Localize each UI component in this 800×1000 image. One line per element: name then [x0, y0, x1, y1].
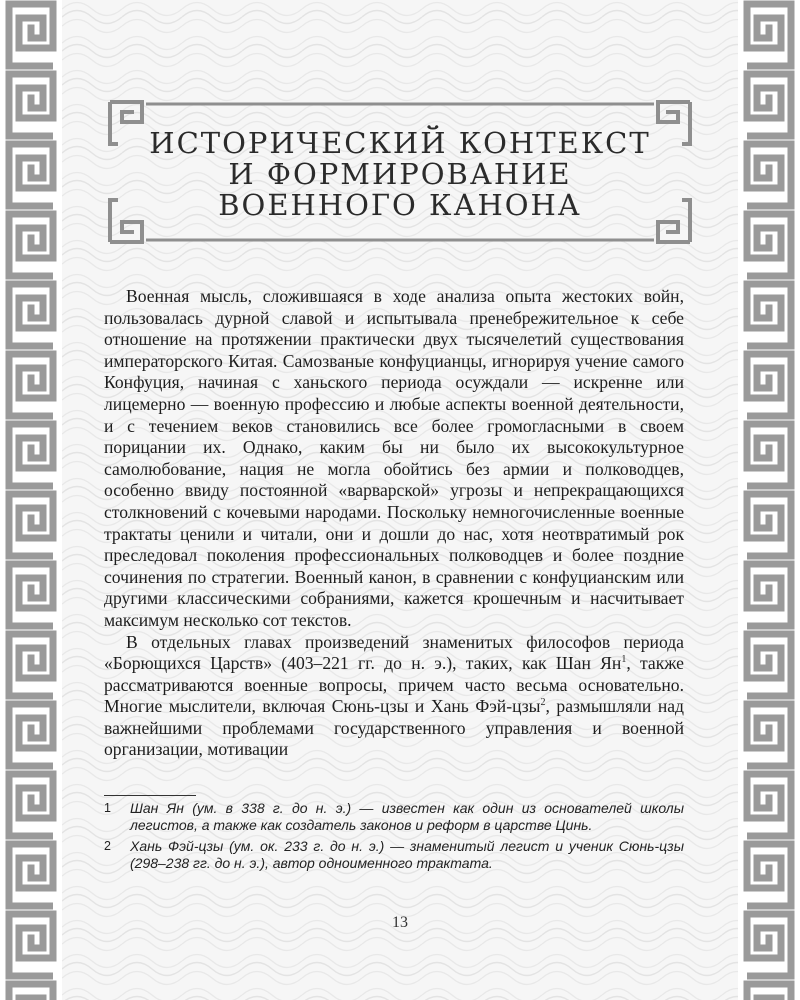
footnote-separator: [104, 795, 196, 796]
page-number: 13: [392, 914, 408, 931]
body-text: [104, 286, 684, 761]
title-frame: [108, 100, 692, 244]
paragraph-2-part-2: , также рассматриваются военные вопросы, причем часто весьма основательно. Многие мыслители, включая Сюнь-цзы и Хань Фэй-цзы: [104, 653, 684, 717]
meander-border-right: [738, 0, 800, 1000]
footnote-number: 1: [104, 801, 111, 815]
footnote-1: [104, 800, 684, 833]
chapter-title-line-2: И ФОРМИРОВАНИЕ: [228, 157, 572, 191]
paragraph-2-part-3: , размышляли над важнейшими проблемами государственного управления и военной организации, мотивации: [104, 696, 685, 760]
chapter-title: [108, 128, 692, 221]
footnote-ref-2[interactable]: 2: [540, 697, 546, 709]
footnotes: [104, 800, 684, 876]
footnote-text: Шан Ян (ум. в 338 г. до н. э.) — известен как один из основателей школы легистов, а также как создатель законов и реформ в царстве Цинь.: [130, 800, 684, 833]
meander-border-left: [0, 0, 62, 1000]
paragraph-2-part-1: В отдельных главах произведений знаменитых философов периода «Борющихся Царств» (403–221 гг. до н. э.), таких, как Шан Ян: [104, 631, 684, 674]
chapter-title-line-3: ВОЕННОГО КАНОНА: [218, 188, 582, 222]
paragraph-2: [104, 632, 684, 762]
chapter-title-line-1: ИСТОРИЧЕСКИЙ КОНТЕКСТ: [149, 126, 651, 160]
paragraph-1: Военная мысль, сложившаяся в ходе анализа опыта жестоких войн, пользовалась дурной славой и испытывала пренебрежительное к себе отношение на протяжении практически двух тысячелетий существования императорского Китая. Самозваные конфуцианцы, игнорируя учение самого Конфуция, начиная с ханьского периода осуждали — искренне или лицемерно — военную профессию и любые аспекты военной деятельности, и с течением веков становились все более громогласными в своем порицании их. Однако, каким бы ни было их высококультурное самолюбование, нация не могла обойтись без армии и полководцев, особенно ввиду постоянной «варварской» угрозы и непрекращающихся столкновений с кочевыми народами. Поскольку немногочисленные военные трактаты ценили и читали, они и дошли до нас, хотя неотвратимый рок преследовал поколения профессиональных полководцев и более поздние сочинения по стратегии. Военный канон, в сравнении с конфуцианским или другими классическими собраниями, кажется крошечным и насчитывает максимум несколько сот текстов.: [104, 286, 684, 630]
footnote-ref-1[interactable]: 1: [621, 654, 627, 666]
footnote-2: [104, 838, 684, 871]
footnote-text: Хань Фэй-цзы (ум. ок. 233 г. до н. э.) — знаменитый легист и ученик Сюнь-цзы (298–238 гг. до н. э.), автор одноименного трактата.: [130, 838, 684, 871]
footnote-number: 2: [104, 839, 111, 853]
